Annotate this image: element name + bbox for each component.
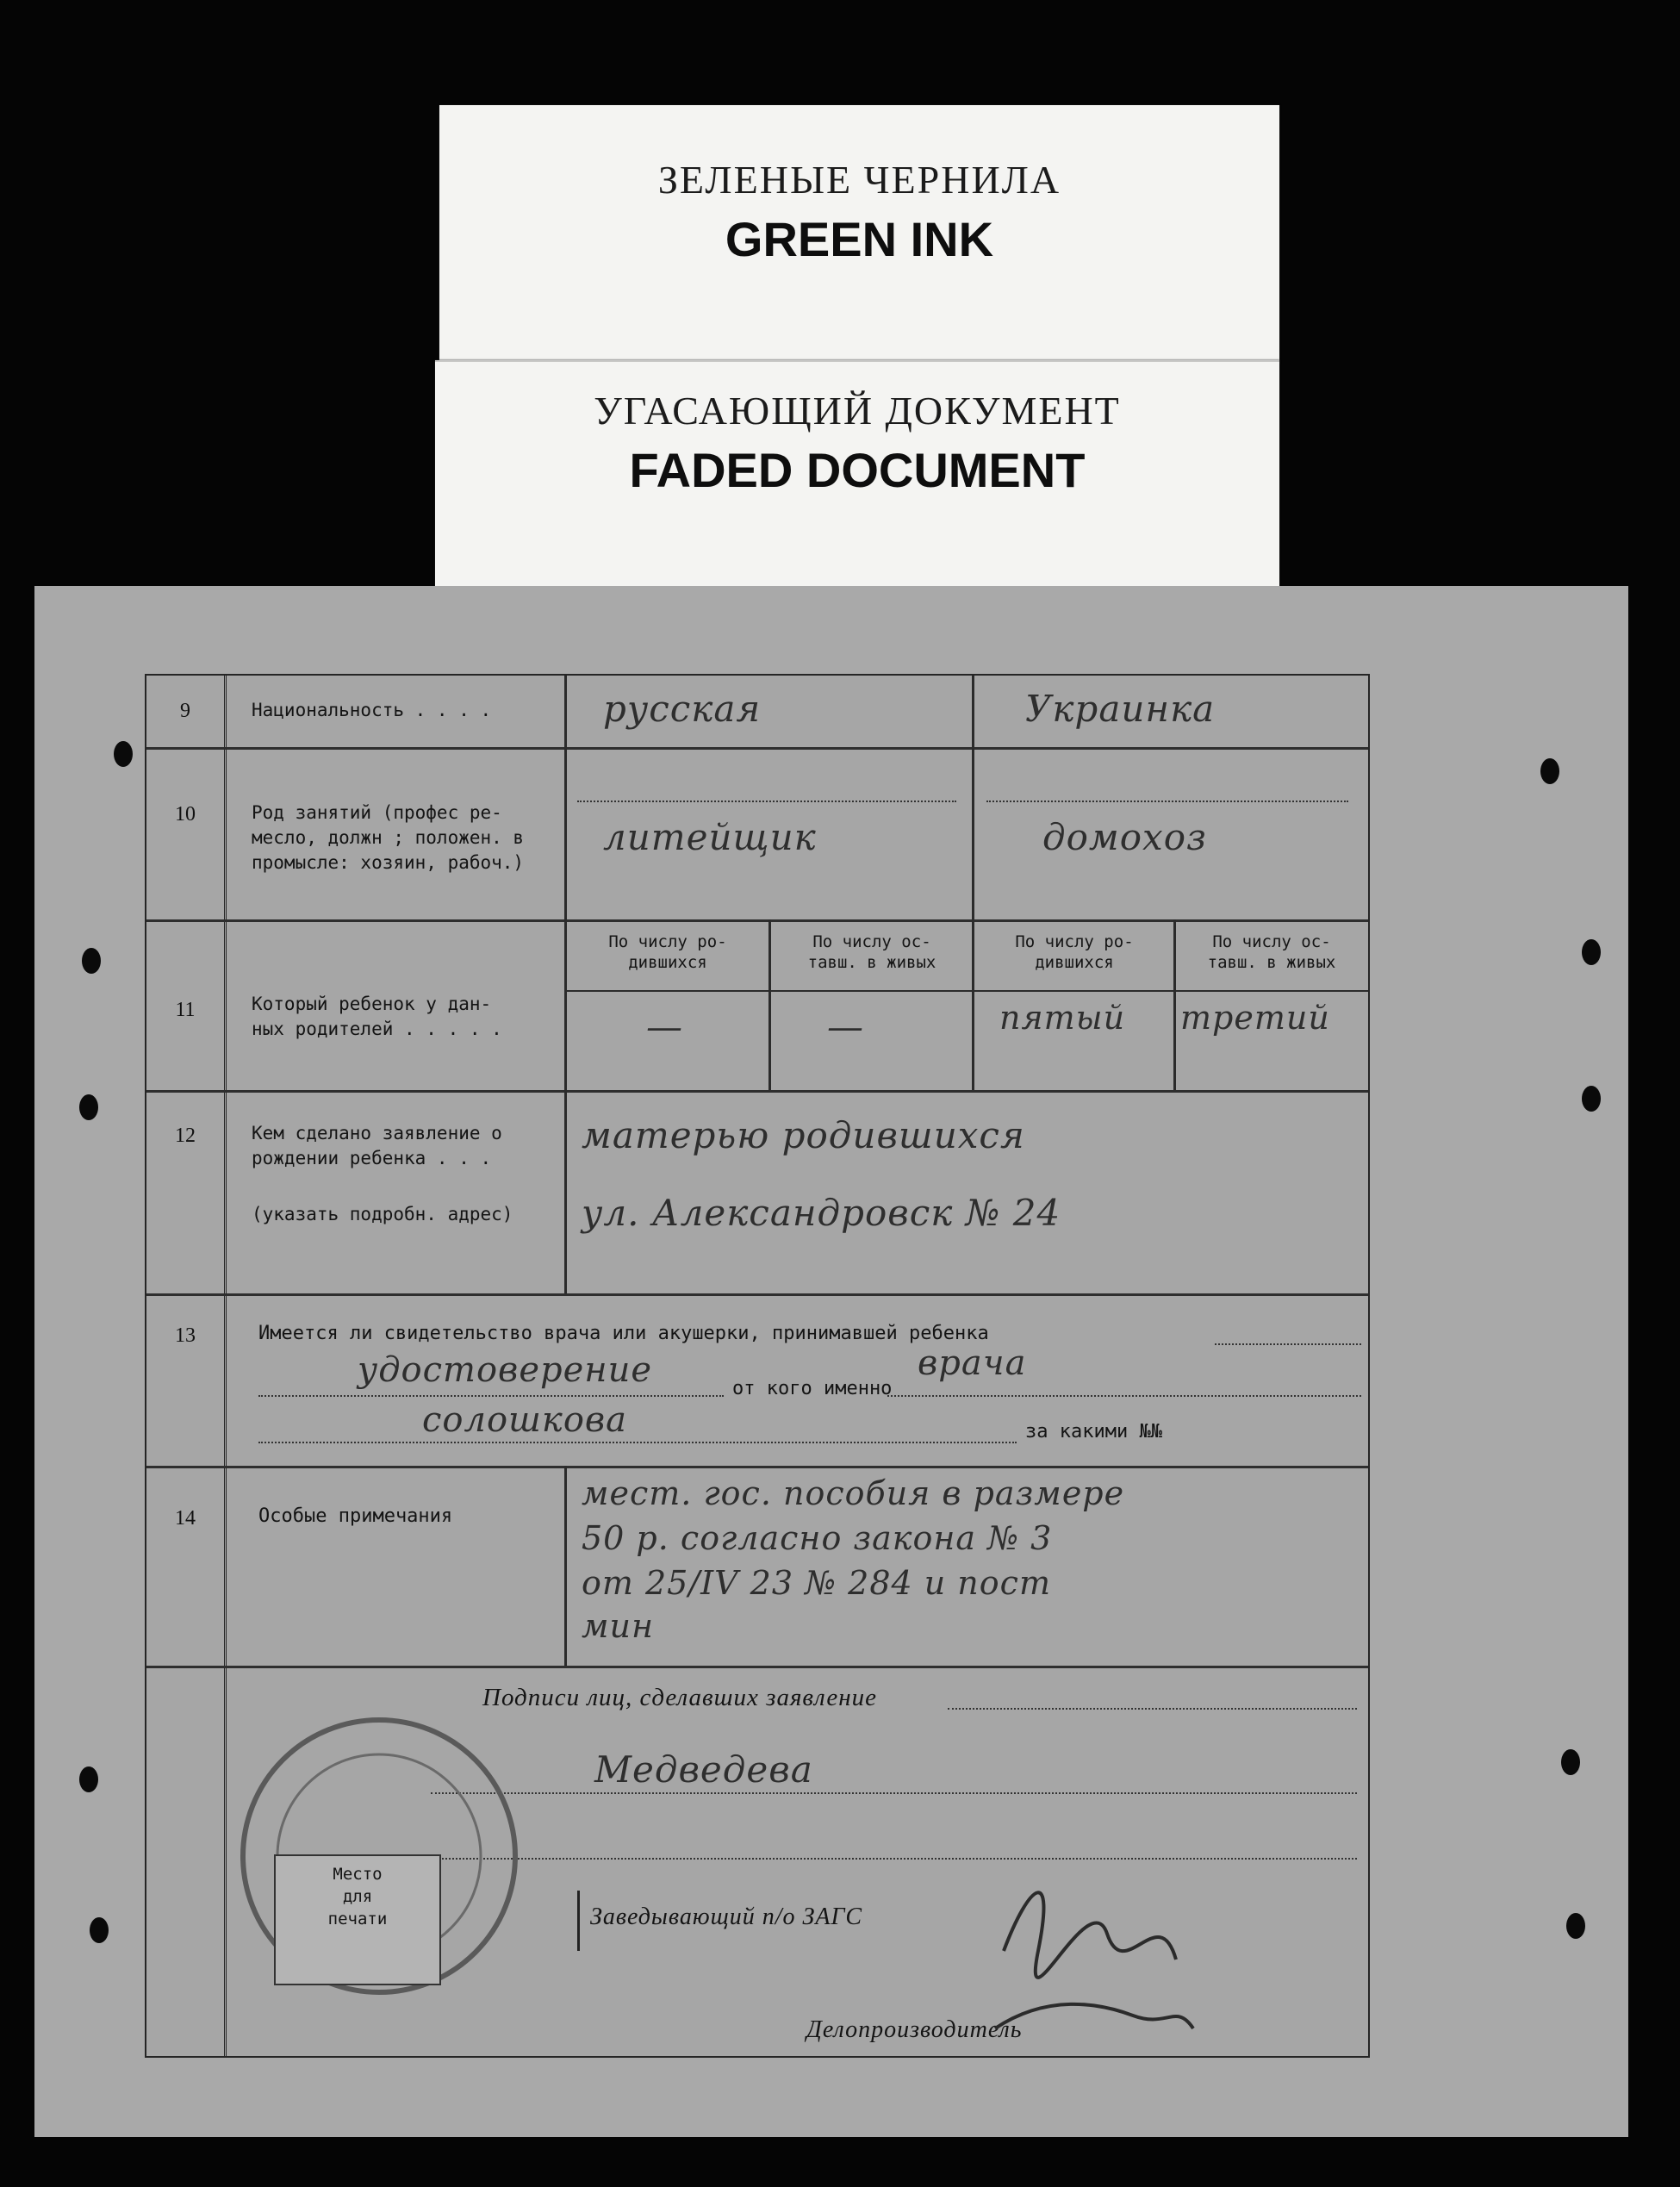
cell-value: третий xyxy=(1180,999,1330,1037)
address-value: ул. Александровск № 24 xyxy=(582,1192,1061,1234)
row-applicant xyxy=(146,1090,1368,1296)
faded-document-english: FADED DOCUMENT xyxy=(629,443,1086,497)
numbers-label: за какими №№ xyxy=(1025,1421,1162,1442)
registration-form xyxy=(145,674,1370,2058)
mother-value: домохоз xyxy=(1042,816,1207,858)
father-value: литейщик xyxy=(603,816,817,858)
certificate-value: удостоверение xyxy=(358,1350,653,1390)
cell-value: — xyxy=(646,1006,683,1048)
binder-hole xyxy=(90,1917,109,1943)
binder-hole xyxy=(1566,1913,1585,1939)
notes-line: 50 р. согласно закона № 3 xyxy=(582,1519,1053,1557)
green-ink-label-card xyxy=(439,105,1279,364)
row-child-order xyxy=(146,919,1368,1093)
column-header: По числу ро- дившихся xyxy=(1015,932,1134,972)
row-number: 11 xyxy=(175,999,196,1021)
faded-document-label-card xyxy=(435,360,1279,588)
column-header: По числу ос- тавш. в живых xyxy=(1207,932,1336,972)
notes-line: мест. гос. пособия в размере xyxy=(582,1474,1125,1512)
official-signature xyxy=(978,1830,1202,2046)
binder-hole xyxy=(79,1094,98,1120)
row-label: Имеется ли свидетельство врача или акушерки, принимавшей ребенка xyxy=(258,1323,989,1344)
head-label: Заведывающий п/о ЗАГС xyxy=(590,1904,863,1930)
row-label-address: (указать подробн. адрес) xyxy=(252,1204,513,1224)
row-label: Который ребенок у дан- ных родителей . . . . . xyxy=(252,994,502,1039)
cell-value: — xyxy=(827,1006,864,1048)
row-number: 12 xyxy=(175,1125,196,1147)
row-label: Кем сделано заявление о рождении ребенка . . . xyxy=(252,1123,502,1168)
mother-value: Украинка xyxy=(1025,688,1216,730)
cell-value: пятый xyxy=(999,999,1126,1037)
row-label: Особые примечания xyxy=(258,1505,453,1527)
from-whom-value: врача xyxy=(918,1343,1027,1383)
clerk-label: Делопроизводитель xyxy=(806,2016,1023,2043)
father-value: русская xyxy=(603,688,762,730)
binder-hole xyxy=(79,1766,98,1792)
binder-hole xyxy=(1582,1086,1601,1112)
seal-place-box: Место для печати xyxy=(274,1854,441,1985)
row-notes xyxy=(146,1466,1368,1668)
faded-document-russian: УГАСАЮЩИЙ ДОКУМЕНТ xyxy=(594,389,1121,433)
applicant-value: матерью родившихся xyxy=(582,1114,1025,1156)
signature-value: Медведева xyxy=(594,1748,813,1791)
binder-hole xyxy=(82,948,101,974)
doctor-value: солошкова xyxy=(422,1400,628,1440)
notes-line: от 25/IV 23 № 284 и пост xyxy=(582,1564,1051,1602)
binder-hole xyxy=(1561,1749,1580,1775)
binder-hole xyxy=(1540,758,1559,784)
binder-hole xyxy=(1582,939,1601,965)
row-nationality xyxy=(146,676,1368,750)
row-certificate xyxy=(146,1293,1368,1468)
row-number: 9 xyxy=(180,700,190,722)
row-number: 10 xyxy=(175,803,196,826)
row-occupation xyxy=(146,747,1368,922)
column-header: По числу ос- тавш. в живых xyxy=(807,932,936,972)
notes-line: мин xyxy=(582,1607,655,1645)
signatures-label: Подписи лиц, сделавших заявление xyxy=(482,1684,878,1711)
row-label: Национальность . . . . xyxy=(252,700,492,720)
binder-hole xyxy=(114,741,133,767)
row-label: Род занятий (профес ре- месло, должн ; положен. в промысле: хозяин, рабоч.) xyxy=(252,802,525,873)
column-header: По числу ро- дившихся xyxy=(608,932,727,972)
from-whom-label: от кого именно xyxy=(732,1378,893,1399)
row-number: 13 xyxy=(175,1324,196,1347)
record-sheet xyxy=(34,586,1628,2137)
row-number: 14 xyxy=(175,1507,196,1530)
green-ink-russian: ЗЕЛЕНЫЕ ЧЕРНИЛА xyxy=(657,158,1061,202)
green-ink-english: GREEN INK xyxy=(725,212,994,266)
